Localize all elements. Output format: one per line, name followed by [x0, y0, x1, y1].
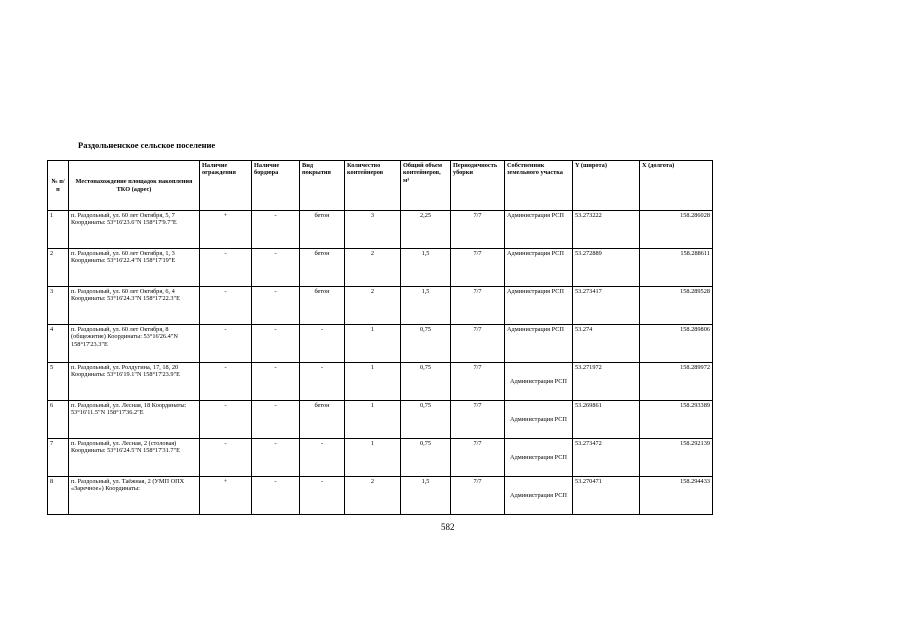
- cell-location: п. Раздольный, ул. 60 лет Октября, 8 (общежитие) Координаты: 53°16'26.4"N 158°17'23.3"E: [69, 325, 200, 363]
- page-number: 582: [441, 522, 455, 532]
- cell-num: 5: [48, 363, 69, 401]
- cell-surface: -: [300, 477, 345, 515]
- cell-volume: 1,5: [401, 249, 451, 287]
- cell-longitude: 158.293389: [640, 401, 713, 439]
- cell-volume: 1,5: [401, 287, 451, 325]
- cell-longitude: 158.286028: [640, 211, 713, 249]
- cell-surface: -: [300, 363, 345, 401]
- cell-owner: Администрация РСП: [505, 287, 573, 325]
- cell-owner: Администрация РСП: [505, 325, 573, 363]
- header-num: № п/п: [48, 161, 69, 211]
- table-row: [48, 439, 713, 477]
- cell-frequency: 7/7: [451, 211, 505, 249]
- cell-curb: -: [252, 439, 300, 477]
- header-latitude: Y (широта): [573, 161, 640, 211]
- cell-owner: Администрация РСП: [505, 211, 573, 249]
- cell-frequency: 7/7: [451, 477, 505, 515]
- table-row: [48, 249, 713, 287]
- cell-longitude: 158.288611: [640, 249, 713, 287]
- cell-latitude: 53.273417: [573, 287, 640, 325]
- cell-volume: 0,75: [401, 401, 451, 439]
- cell-curb: -: [252, 211, 300, 249]
- cell-count: 1: [345, 325, 401, 363]
- cell-longitude: 158.289972: [640, 363, 713, 401]
- cell-curb: -: [252, 325, 300, 363]
- cell-location: п. Раздольный, ул. Лесная, 18 Координаты: 53°16'11.5"N 158°17'36.2"E: [69, 401, 200, 439]
- cell-frequency: 7/7: [451, 325, 505, 363]
- cell-volume: 0,75: [401, 325, 451, 363]
- cell-frequency: 7/7: [451, 249, 505, 287]
- cell-curb: -: [252, 477, 300, 515]
- cell-frequency: 7/7: [451, 363, 505, 401]
- cell-frequency: 7/7: [451, 439, 505, 477]
- header-count: Количество контейнеров: [345, 161, 401, 211]
- cell-owner: Администрация РСП: [505, 401, 573, 439]
- header-frequency: Периодичность уборки: [451, 161, 505, 211]
- cell-fence: -: [200, 401, 252, 439]
- header-longitude: X (долгота): [640, 161, 713, 211]
- header-location: Местонахождение площадок накопления ТКО (адрес): [69, 161, 200, 211]
- cell-frequency: 7/7: [451, 287, 505, 325]
- table-row: [48, 363, 713, 401]
- table-row: [48, 287, 713, 325]
- cell-fence: -: [200, 325, 252, 363]
- section-title: Раздольненское сельское поселение: [78, 140, 216, 150]
- cell-count: 2: [345, 249, 401, 287]
- cell-num: 1: [48, 211, 69, 249]
- table-header-row: [48, 161, 713, 211]
- cell-volume: 1,5: [401, 477, 451, 515]
- cell-longitude: 158.289528: [640, 287, 713, 325]
- cell-curb: -: [252, 401, 300, 439]
- cell-latitude: 53.271972: [573, 363, 640, 401]
- cell-count: 1: [345, 439, 401, 477]
- cell-fence: +: [200, 477, 252, 515]
- cell-num: 7: [48, 439, 69, 477]
- cell-count: 2: [345, 477, 401, 515]
- cell-curb: -: [252, 287, 300, 325]
- cell-fence: -: [200, 287, 252, 325]
- cell-fence: -: [200, 439, 252, 477]
- cell-longitude: 158.289806: [640, 325, 713, 363]
- cell-count: 1: [345, 401, 401, 439]
- table-row: [48, 325, 713, 363]
- cell-num: 3: [48, 287, 69, 325]
- cell-curb: -: [252, 249, 300, 287]
- cell-curb: -: [252, 363, 300, 401]
- header-fence: Наличие ограждения: [200, 161, 252, 211]
- cell-owner: Администрация РСП: [505, 439, 573, 477]
- cell-location: п. Раздольный, ул. Лесная, 2 (столовая) Координаты: 53°16'24.5"N 158°17'31.7"E: [69, 439, 200, 477]
- cell-surface: бетон: [300, 211, 345, 249]
- cell-surface: -: [300, 325, 345, 363]
- cell-num: 6: [48, 401, 69, 439]
- cell-location: п. Раздольный, ул. 60 лет Октября, 1, 3 Координаты: 53°16'22.4"N 158°17'19"E: [69, 249, 200, 287]
- cell-surface: бетон: [300, 401, 345, 439]
- cell-location: п. Раздольный, ул. 60 лет Октября, 5, 7 Координаты: 53°16'23.6"N 158°17'9.7"E: [69, 211, 200, 249]
- cell-location: п. Раздольный, ул. Таёжная, 2 (УМП ОПХ «Заречное») Координаты:: [69, 477, 200, 515]
- cell-latitude: 53.273472: [573, 439, 640, 477]
- cell-fence: -: [200, 363, 252, 401]
- cell-surface: -: [300, 439, 345, 477]
- cell-location: п. Раздольный, ул. 60 лет Октября, 6, 4 Координаты: 53°16'24.3"N 158°17'22.3"E: [69, 287, 200, 325]
- cell-longitude: 158.292139: [640, 439, 713, 477]
- cell-surface: бетон: [300, 287, 345, 325]
- cell-latitude: 53.272889: [573, 249, 640, 287]
- cell-count: 3: [345, 211, 401, 249]
- cell-volume: 0,75: [401, 363, 451, 401]
- cell-num: 4: [48, 325, 69, 363]
- cell-count: 1: [345, 363, 401, 401]
- cell-latitude: 53.269861: [573, 401, 640, 439]
- cell-longitude: 158.294433: [640, 477, 713, 515]
- header-owner: Собственник земельного участка: [505, 161, 573, 211]
- cell-fence: +: [200, 211, 252, 249]
- cell-owner: Администрация РСП: [505, 477, 573, 515]
- table-row: [48, 401, 713, 439]
- tko-sites-table: [47, 160, 713, 515]
- cell-volume: 0,75: [401, 439, 451, 477]
- cell-num: 2: [48, 249, 69, 287]
- cell-num: 8: [48, 477, 69, 515]
- cell-latitude: 53.273222: [573, 211, 640, 249]
- cell-fence: -: [200, 249, 252, 287]
- header-volume: Общий объем контейнеров, м³: [401, 161, 451, 211]
- cell-surface: бетон: [300, 249, 345, 287]
- header-curb: Наличие бордюра: [252, 161, 300, 211]
- cell-count: 2: [345, 287, 401, 325]
- table-row: [48, 211, 713, 249]
- cell-latitude: 53.274: [573, 325, 640, 363]
- cell-frequency: 7/7: [451, 401, 505, 439]
- table-row: [48, 477, 713, 515]
- cell-location: п. Раздольный, ул. Ролдугина, 17, 18, 20 Координаты: 53°16'19.1"N 158°17'23.9"E: [69, 363, 200, 401]
- cell-owner: Администрация РСП: [505, 249, 573, 287]
- header-surface: Вид покрытия: [300, 161, 345, 211]
- cell-volume: 2,25: [401, 211, 451, 249]
- cell-owner: Администрация РСП: [505, 363, 573, 401]
- cell-latitude: 53.270471: [573, 477, 640, 515]
